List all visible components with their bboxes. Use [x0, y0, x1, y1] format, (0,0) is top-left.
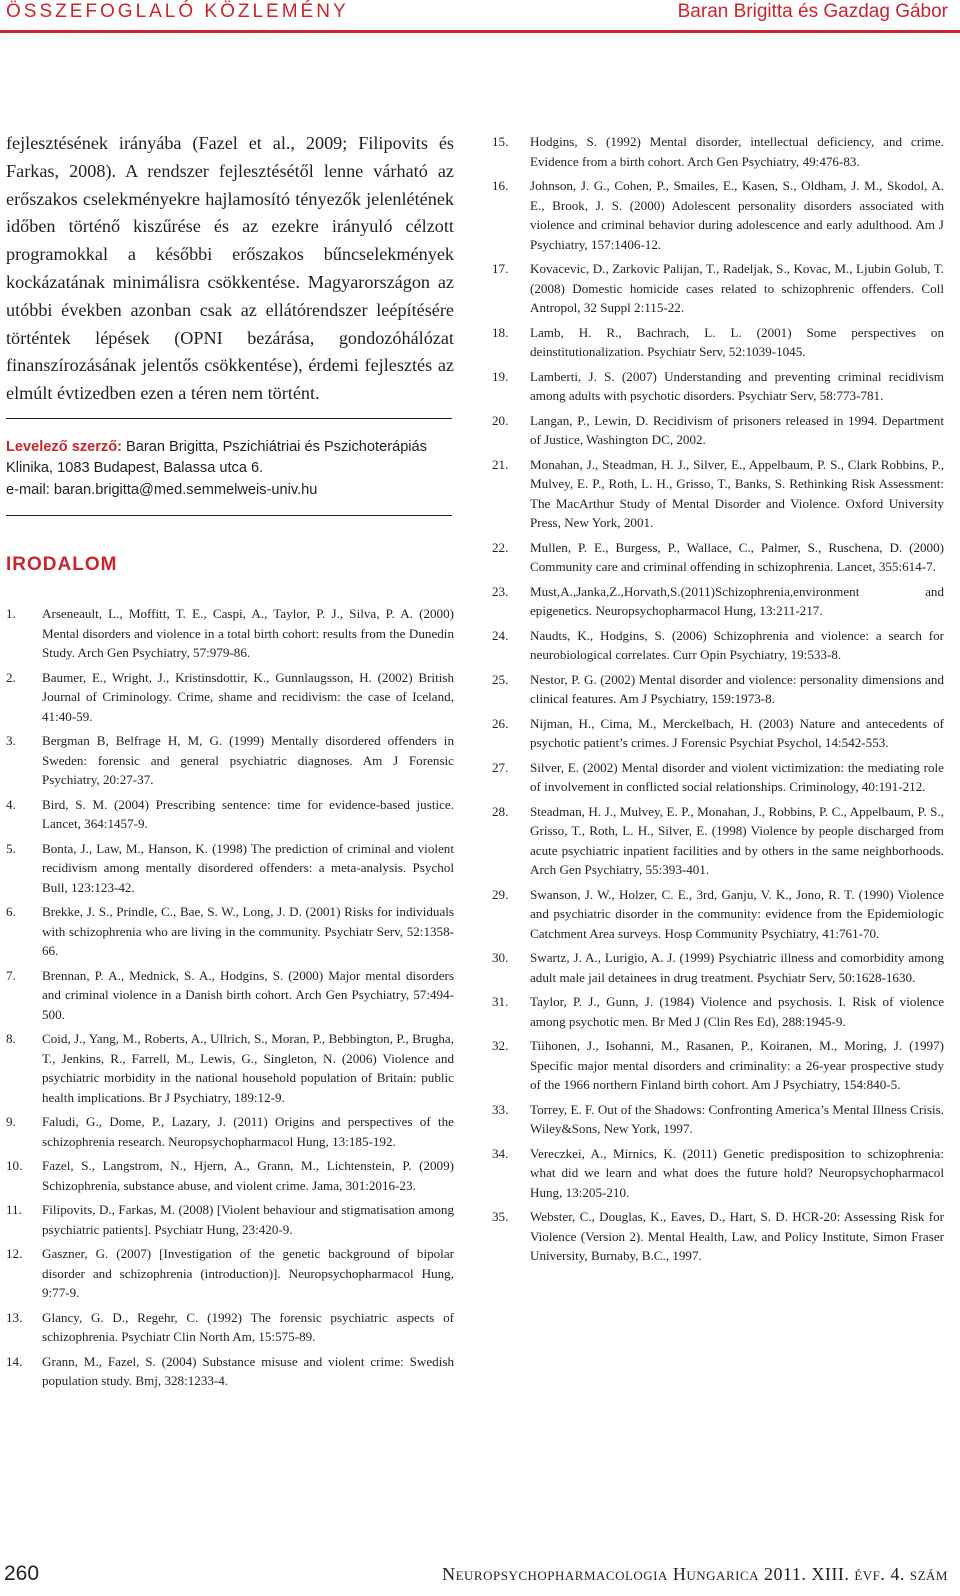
reference-text: Gaszner, G. (2007) [Investigation of the genetic background of bipolar disorder and schizophrenia (introduction)]. Neuropsychopharmacol Hung, 9:77-9.	[42, 1246, 454, 1301]
reference-text: Glancy, G. D., Regehr, C. (1992) The forensic psychiatric aspects of schizophrenia. Psychiatr Clin North Am, 15:575-89.	[42, 1309, 454, 1345]
left-column	[6, 130, 454, 1396]
reference-item	[492, 582, 944, 621]
reference-item	[6, 902, 454, 961]
reference-text: Steadman, H. J., Mulvey, E. P., Monahan, J., Robbins, P. C., Appelbaum, P. S., Grisso, T., Roth, L. H., Silver, E. (1998) Violence by people discharged from acute psychiatric inpatient facilities and by others in the same neighborhoods. Arch Gen Psychiatry, 55:393-401.	[530, 803, 944, 877]
reference-number: 12.	[6, 1246, 23, 1262]
reference-text: Fazel, S., Langstrom, N., Hjern, A., Grann, M., Lichtenstein, P. (2009) Schizophrenia, substance abuse, and violent crime. Jama, 301:2016-23.	[42, 1158, 454, 1193]
reference-number: 23.	[492, 583, 509, 599]
reference-text: Langan, P., Lewin, D. Recidivism of prisoners released in 1994. Department of Justice, Washington DC, 2002.	[530, 412, 944, 447]
reference-number: 1.	[6, 606, 16, 622]
reference-number: 27.	[492, 759, 509, 775]
reference-item	[6, 1156, 454, 1195]
reference-item	[492, 802, 944, 880]
reference-text: Swartz, J. A., Lurigio, A. J. (1999) Psychiatric illness and comorbidity among adult male jail detainees in drug treatment. Psychiatr Serv, 50:1628-1630.	[530, 950, 944, 985]
reference-item	[492, 670, 944, 709]
section-label: ÖSSZEFOGLALÓ KÖZLEMÉNY	[6, 1, 349, 22]
correspondence-text: Baran Brigitta, Pszichiátriai és Pszichoterápiás Klinika, 1083 Budapest, Balassa utca 6.	[6, 438, 427, 477]
reference-number: 14.	[6, 1353, 23, 1369]
reference-number: 17.	[492, 261, 509, 276]
reference-number: 16.	[492, 178, 509, 193]
reference-text: Tiihonen, J., Isohanni, M., Rasanen, P., Koiranen, M., Moring, J. (1997) Specific major mental disorders and criminality: a 26-year prospective study of the 1966 northern Finland birth cohort. Am J Psychiatry, 154:840-5.	[530, 1038, 944, 1092]
header-rule	[0, 30, 960, 33]
reference-number: 33.	[492, 1101, 509, 1117]
reference-item	[492, 992, 944, 1031]
reference-item	[6, 1112, 454, 1151]
reference-number: 35.	[492, 1209, 509, 1224]
reference-item	[492, 714, 944, 753]
reference-number: 21.	[492, 456, 509, 472]
reference-number: 24.	[492, 627, 509, 643]
reference-number: 10.	[6, 1158, 23, 1174]
reference-text: Bergman B, Belfrage H, M, G. (1999) Mentally disordered offenders in Sweden: forensic and general psychiatric diagnoses. Am J Forensic Psychiatry, 20:27-37.	[42, 733, 454, 788]
reference-item	[492, 1036, 944, 1095]
reference-item	[492, 132, 944, 171]
reference-text: Johnson, J. G., Cohen, P., Smailes, E., Kasen, S., Oldham, J. M., Skodol, A. E., Brook, J. S. (2000) Adolescent personality disorders associated with violence and criminal behavior during adolescence and early adulthood. Am J Psychiatry, 157:1406-12.	[530, 178, 944, 252]
reference-item	[492, 411, 944, 450]
reference-number: 6.	[6, 904, 16, 920]
reference-text: Silver, E. (2002) Mental disorder and violent victimization: the mediating role of involvement in conflicted social relationships. Criminology, 40:191-212.	[530, 759, 944, 794]
reference-item	[6, 1200, 454, 1239]
reference-text: Hodgins, S. (1992) Mental disorder, intellectual deficiency, and crime. Evidence from a birth cohort. Arch Gen Psychiatry, 49:476-83.	[530, 134, 944, 169]
reference-item	[6, 839, 454, 898]
correspondence-label: Levelező szerző:	[6, 438, 122, 455]
reference-item	[492, 367, 944, 406]
reference-number: 15.	[492, 134, 509, 149]
reference-text: Mullen, P. E., Burgess, P., Wallace, C., Palmer, S., Ruschena, D. (2000) Community care and criminal offending in schizophrenia. Lancet, 355:614-7.	[530, 539, 944, 574]
reference-text: Lamb, H. R., Bachrach, L. L. (2001) Some perspectives on deinstitutionalization. Psychiatr Serv, 52:1039-1045.	[530, 324, 944, 359]
reference-number: 32.	[492, 1038, 509, 1053]
reference-number: 26.	[492, 715, 509, 731]
reference-number: 28.	[492, 803, 509, 819]
reference-text: Webster, C., Douglas, K., Eaves, D., Hart, S. D. HCR-20: Assessing Risk for Violence (Version 2). Mental Health, Law, and Policy Institute, Simon Fraser University, Burnaby, B.C., 1997.	[530, 1209, 944, 1263]
divider	[6, 515, 452, 516]
reference-item	[492, 259, 944, 318]
reference-number: 19.	[492, 368, 509, 384]
reference-number: 2.	[6, 669, 16, 685]
reference-list-left	[6, 604, 454, 1391]
reference-text: Taylor, P. J., Gunn, J. (1984) Violence and psychosis. I. Risk of violence among psychotic men. Br Med J (Clin Res Ed), 288:1945-9.	[530, 994, 944, 1029]
reference-item	[492, 948, 944, 987]
reference-item	[6, 604, 454, 663]
reference-text: Vereczkei, A., Mirnics, K. (2011) Genetic predisposition to schizophrenia: what did we learn and what does the future hold? Neuropsychopharmacol Hung, 13:205-210.	[530, 1145, 944, 1200]
journal-citation: Neuropsychopharmacologia Hungarica 2011. XIII. évf. 4. szám	[442, 1564, 948, 1584]
reference-number: 4.	[6, 796, 16, 812]
reference-text: Faludi, G., Dome, P., Lazary, J. (2011) Origins and perspectives of the schizophrenia research. Neuropsychopharmacol Hung, 13:185-192.	[42, 1114, 454, 1149]
reference-text: Torrey, E. F. Out of the Shadows: Confronting America’s Mental Illness Crisis. Wiley&Sons, New York, 1997.	[530, 1101, 944, 1136]
references-heading: IRODALOM	[6, 554, 118, 576]
reference-text: Arseneault, L., Moffitt, T. E., Caspi, A., Taylor, P. J., Silva, P. A. (2000) Mental disorders and violence in a total birth cohort: results from the Dunedin Study. Arch Gen Psychiatry, 57:979-86.	[42, 606, 454, 661]
reference-number: 5.	[6, 840, 16, 856]
reference-text: Must,A.,Janka,Z.,Horvath,S.(2011)Schizophrenia,environment and epigenetics. Neuropsychopharmacol Hung, 13:211-217.	[530, 583, 944, 618]
reference-item	[492, 885, 944, 944]
reference-number: 11.	[6, 1202, 22, 1218]
reference-item	[492, 1144, 944, 1203]
reference-item	[492, 626, 944, 665]
reference-text: Lamberti, J. S. (2007) Understanding and preventing criminal recidivism among adults with psychotic disorders. Psychiatr Serv, 58:773-781.	[530, 368, 944, 403]
reference-text: Bonta, J., Law, M., Hanson, K. (1998) The prediction of criminal and violent recidivism among mentally disordered offenders: a meta-analysis. Psychol Bull, 123:123-42.	[42, 840, 454, 895]
divider	[6, 418, 452, 419]
reference-text: Naudts, K., Hodgins, S. (2006) Schizophrenia and violence: a search for neurobiological correlates. Curr Opin Psychiatry, 19:533-8.	[530, 627, 944, 662]
reference-item	[6, 1029, 454, 1107]
header-authors: Baran Brigitta és Gazdag Gábor	[677, 1, 948, 22]
reference-number: 7.	[6, 967, 16, 983]
body-paragraph: fejlesztésének irányába (Fazel et al., 2009; Filipovits és Farkas, 2008). A rendszer fejlesztésétől lenne várható az erőszakos cselekményekre hajlamosító tényezők jelenlétének időben történő kiszűrése és az ezekre irányuló célzott programokkal a későbbi erőszakos bűncselekmények kockázatának minimálisra csökkentése. Magyarországon az utóbbi években azonban csak az ellátórendszer leépítésére történtek lépések (OPNI bezárása, gondozóhálózat finanszírozásának jelentős csökkentése), érdemi fejlesztés az elmúlt évtizedben ezen a téren nem történt.	[6, 133, 454, 404]
reference-item	[6, 966, 454, 1025]
reference-text: Nijman, H., Cima, M., Merckelbach, H. (2003) Nature and antecedents of psychotic patient’s crimes. J Forensic Psychiat Psychol, 14:542-553.	[530, 715, 944, 750]
reference-item	[6, 731, 454, 790]
reference-item	[492, 176, 944, 254]
reference-list-right	[492, 132, 944, 1266]
reference-number: 13.	[6, 1309, 23, 1325]
reference-number: 18.	[492, 324, 509, 340]
reference-text: Bird, S. M. (2004) Prescribing sentence: time for evidence-based justice. Lancet, 364:1457-9.	[42, 796, 454, 832]
reference-number: 30.	[492, 950, 509, 965]
reference-text: Nestor, P. G. (2002) Mental disorder and violence: personality dimensions and clinical features. Am J Psychiatry, 159:1973-8.	[530, 671, 944, 706]
reference-item	[6, 1244, 454, 1303]
reference-text: Baumer, E., Wright, J., Kristinsdottir, K., Gunnlaugsson, H. (2002) British Journal of Criminology. Crime, shame and recidivism: the case of Iceland, 41:40-59.	[42, 669, 454, 724]
reference-item	[492, 758, 944, 797]
reference-item	[492, 323, 944, 362]
reference-text: Swanson, J. W., Holzer, C. E., 3rd, Ganju, V. K., Jono, R. T. (1990) Violence and psychiatric disorder in the community: evidence from the Epidemiologic Catchment Area surveys. Hosp Community Psychiatry, 41:761-70.	[530, 886, 944, 941]
reference-text: Brennan, P. A., Mednick, S. A., Hodgins, S. (2000) Major mental disorders and criminal violence in a Danish birth cohort. Arch Gen Psychiatry, 57:494-500.	[42, 967, 454, 1022]
reference-number: 31.	[492, 994, 509, 1009]
reference-number: 22.	[492, 539, 509, 555]
reference-number: 29.	[492, 886, 509, 902]
reference-text: Coid, J., Yang, M., Roberts, A., Ullrich, S., Moran, P., Bebbington, P., Brugha, T., Jenkins, R., Farrell, M., Lewis, G., Singleton, N. (2006) Violence and psychiatric morbidity in the national household population of Britain: public health implications. Br J Psychiatry, 189:12-9.	[42, 1031, 454, 1105]
right-column	[492, 132, 944, 1271]
reference-number: 20.	[492, 412, 509, 428]
reference-text: Monahan, J., Steadman, H. J., Silver, E., Appelbaum, P. S., Clark Robbins, P., Mulvey, E. P., Roth, L. H., Grisso, T., Banks, S. Rethinking Risk Assessment: The MacArthur Study of Mental Disorder and Violence. Oxford University Press, New York, 2001.	[530, 456, 944, 530]
correspondence-block	[6, 437, 454, 502]
reference-item	[492, 1100, 944, 1139]
reference-item	[6, 1352, 454, 1391]
reference-item	[492, 455, 944, 533]
page-footer	[0, 1560, 960, 1596]
reference-number: 34.	[492, 1145, 509, 1161]
reference-text: Kovacevic, D., Zarkovic Palijan, T., Radeljak, S., Kovac, M., Ljubin Golub, T. (2008) Domestic homicide cases related to schizophrenic offenders. Coll Antropol, 32 Suppl 2:115-22.	[530, 261, 944, 315]
page-number: 260	[4, 1562, 40, 1585]
page-header	[0, 0, 960, 24]
reference-item	[6, 795, 454, 834]
reference-number: 9.	[6, 1114, 16, 1130]
reference-text: Grann, M., Fazel, S. (2004) Substance misuse and violent crime: Swedish population study. Bmj, 328:1233-4.	[42, 1353, 454, 1389]
reference-item	[6, 1308, 454, 1347]
reference-number: 3.	[6, 733, 16, 749]
reference-item	[492, 1207, 944, 1266]
reference-item	[492, 538, 944, 577]
reference-text: Brekke, J. S., Prindle, C., Bae, S. W., Long, J. D. (2001) Risks for individuals with schizophrenia who are living in the community. Psychiatr Serv, 52:1358-66.	[42, 904, 454, 959]
correspondence-email: e-mail: baran.brigitta@med.semmelweis-univ.hu	[6, 481, 318, 498]
reference-text: Filipovits, D., Farkas, M. (2008) [Violent behaviour and stigmatisation among psychiatric patients]. Psychiatr Hung, 23:420-9.	[42, 1202, 454, 1237]
reference-number: 8.	[6, 1031, 16, 1047]
reference-item	[6, 668, 454, 727]
reference-number: 25.	[492, 671, 509, 687]
